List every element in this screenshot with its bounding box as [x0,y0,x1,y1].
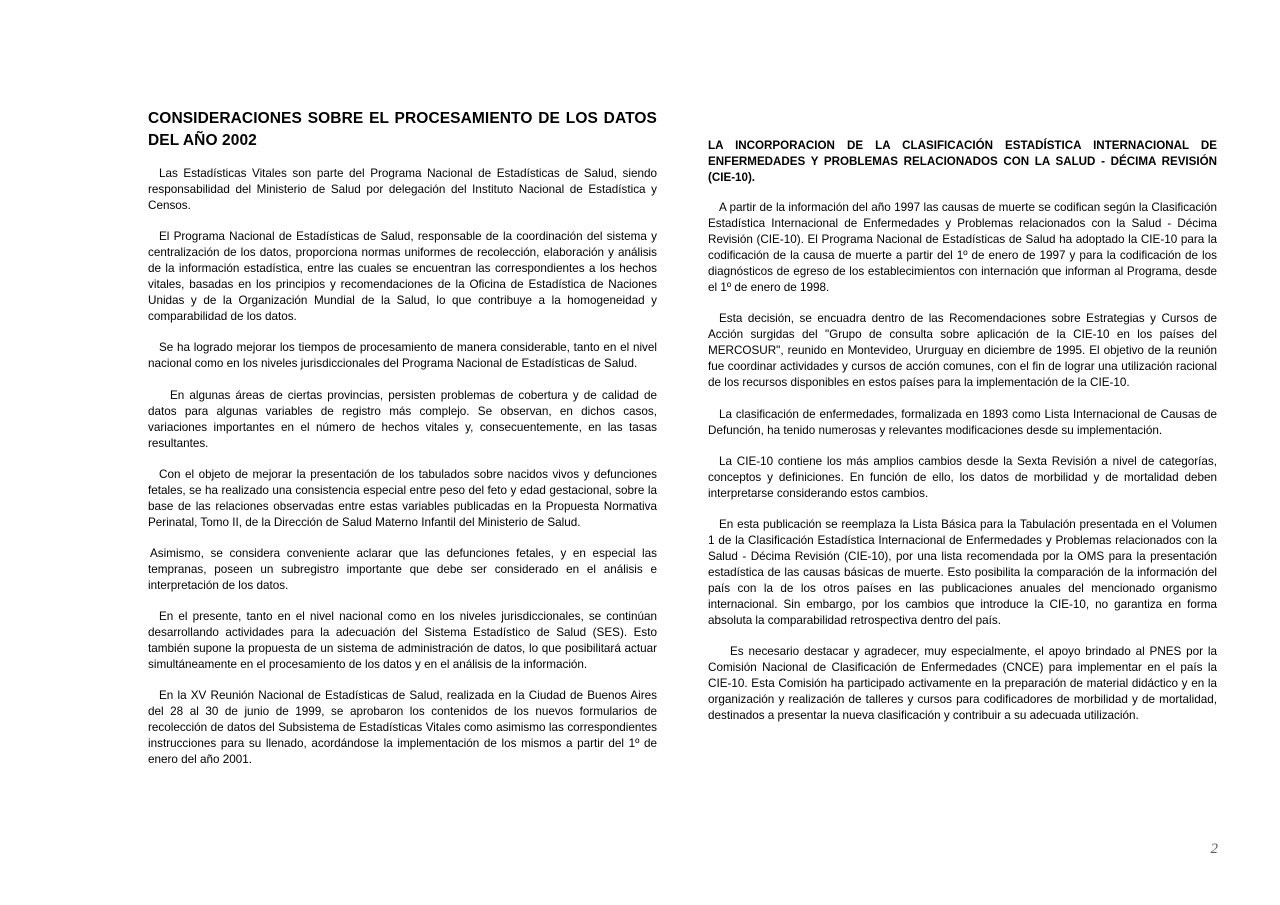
left-column [148,108,657,768]
paragraph: El Programa Nacional de Estadísticas de Salud, responsable de la coordinación del sistema y centralización de los datos, proporciona normas uniformes de recolección, elaboración y análisis de la información estadística, entre las cuales se encuentran las correspondientes a los hechos vitales, basadas en los principios y recomendaciones de la Oficina de Estadística de Naciones Unidas y de la Organización Mundial de la Salud, lo que contribuye a la homogeneidad y comparabilidad de los datos. [148,230,657,324]
paragraph: La CIE-10 contiene los más amplios cambios desde la Sexta Revisión a nivel de categorías, conceptos y definiciones. En función de ello, los datos de morbilidad y de mortalidad deben interpretarse considerando estos cambios. [708,454,1217,500]
paragraph: Es necesario destacar y agradecer, muy especialmente, el apoyo brindado al PNES por la Comisión Nacional de Clasificación de Enfermedades (CNCE) para implementar en el país la CIE-10. Esta Comisión ha participado activamente en la preparación de material didáctico y en la organización y realización de talleres y cursos para codificadores de morbilidad y de mortalidad, destinados a presentar la nueva clasificación y contribuir a su adecuada utilización. [708,645,1217,723]
paragraph: Asimismo, se considera conveniente aclarar que las defunciones fetales, y en especial las tempranas, poseen un subregistro importante que debe ser considerado en el análisis e interpretación de los datos. [148,546,657,592]
right-column [708,138,1217,724]
paragraph: Se ha logrado mejorar los tiempos de procesamiento de manera considerable, tanto en el nivel nacional como en los niveles jurisdiccionales del Programa Nacional de Estadísticas de Salud. [148,341,657,371]
paragraph: La clasificación de enfermedades, formalizada en 1893 como Lista Internacional de Causas de Defunción, ha tenido numerosas y relevantes modificaciones desde su implementación. [708,407,1217,437]
paragraph: Las Estadísticas Vitales son parte del Programa Nacional de Estadísticas de Salud, siendo responsabilidad del Ministerio de Salud por delegación del Instituto Nacional de Estadística y Censos. [148,167,657,213]
paragraph: En la XV Reunión Nacional de Estadísticas de Salud, realizada en la Ciudad de Buenos Aires del 28 al 30 de junio de 1999, se aprobaron los contenidos de los nuevos formularios de recolección de datos del Subsistema de Estadísticas Vitales como asimismo las correspondientes instrucciones para su llenado, acordándose la implementación de los mismos a partir del 1º de enero del año 2001. [148,689,657,767]
paragraph: En esta publicación se reemplaza la Lista Básica para la Tabulación presentada en el Volumen 1 de la Clasificación Estadística Internacional de Enfermedades y Problemas relacionados con la Salud - Décima Revisión (CIE-10), por una lista recomendada por la OMS para la presentación estadística de las causas básicas de muerte. Esto posibilita la comparación de la información del país con la de los otros países en las publicaciones anuales del mencionado organismo internacional. Sin embargo, por los cambios que introduce la CIE-10, no garantiza en forma absoluta la comparabilidad retrospectiva dentro del país. [708,517,1217,628]
paragraph: Esta decisión, se encuadra dentro de las Recomendaciones sobre Estrategias y Cursos de Acción surgidas del "Grupo de consulta sobre aplicación de la CIE-10 en los países del MERCOSUR", reunido en Montevideo, Ururguay en diciembre de 1995. El objetivo de la reunión fue coordinar actividades y cursos de acción comunes, con el fin de lograr una utilización racional de los recursos disponibles en estos países para la implementación de la CIE-10. [708,312,1217,390]
paragraph: A partir de la información del año 1997 las causas de muerte se codifican según la Clasificación Estadística Internacional de Enfermedades y Problemas relacionados con la Salud - Décima Revisión (CIE-10). El Programa Nacional de Estadísticas de Salud ha adoptado la CIE-10 para la codificación de la causa de muerte a partir del 1º de enero de 1997 y para la codificación de los diagnósticos de egreso de los establecimientos con internación que informan al Programa, desde el 1º de enero de 1998. [708,201,1217,295]
section-title: LA INCORPORACION DE LA CLASIFICACIÓN ESTADÍSTICA INTERNACIONAL DE ENFERMEDADES Y PROBLEMAS RELACIONADOS CON LA SALUD - DÉCIMA REVISIÓN (CIE-10). [708,139,1217,184]
page-title: CONSIDERACIONES SOBRE EL PROCESAMIENTO DE LOS DATOS DEL AÑO 2002 [148,110,657,149]
paragraph: En algunas áreas de ciertas provincias, persisten problemas de cobertura y de calidad de datos para algunas variables de registro más complejo. Se observan, en dichos casos, variaciones importantes en el número de hechos vitales y, consecuentemente, en las tasas resultantes. [148,388,657,450]
paragraph: Con el objeto de mejorar la presentación de los tabulados sobre nacidos vivos y defunciones fetales, se ha realizado una consistencia especial entre peso del feto y edad gestacional, sobre la base de las relaciones observadas entre estas variables publicadas en la Propuesta Normativa Perinatal, Tomo II, de la Dirección de Salud Materno Infantil del Ministerio de Salud. [148,467,657,529]
paragraph: En el presente, tanto en el nivel nacional como en los niveles jurisdiccionales, se continúan desarrollando actividades para la adecuación del Sistema Estadístico de Salud (SES). Esto también supone la propuesta de un sistema de administración de datos, lo que posibilitará actuar simultáneamente en el procesamiento de los datos y en el análisis de la información. [148,610,657,672]
page-number: 2 [1210,841,1218,857]
